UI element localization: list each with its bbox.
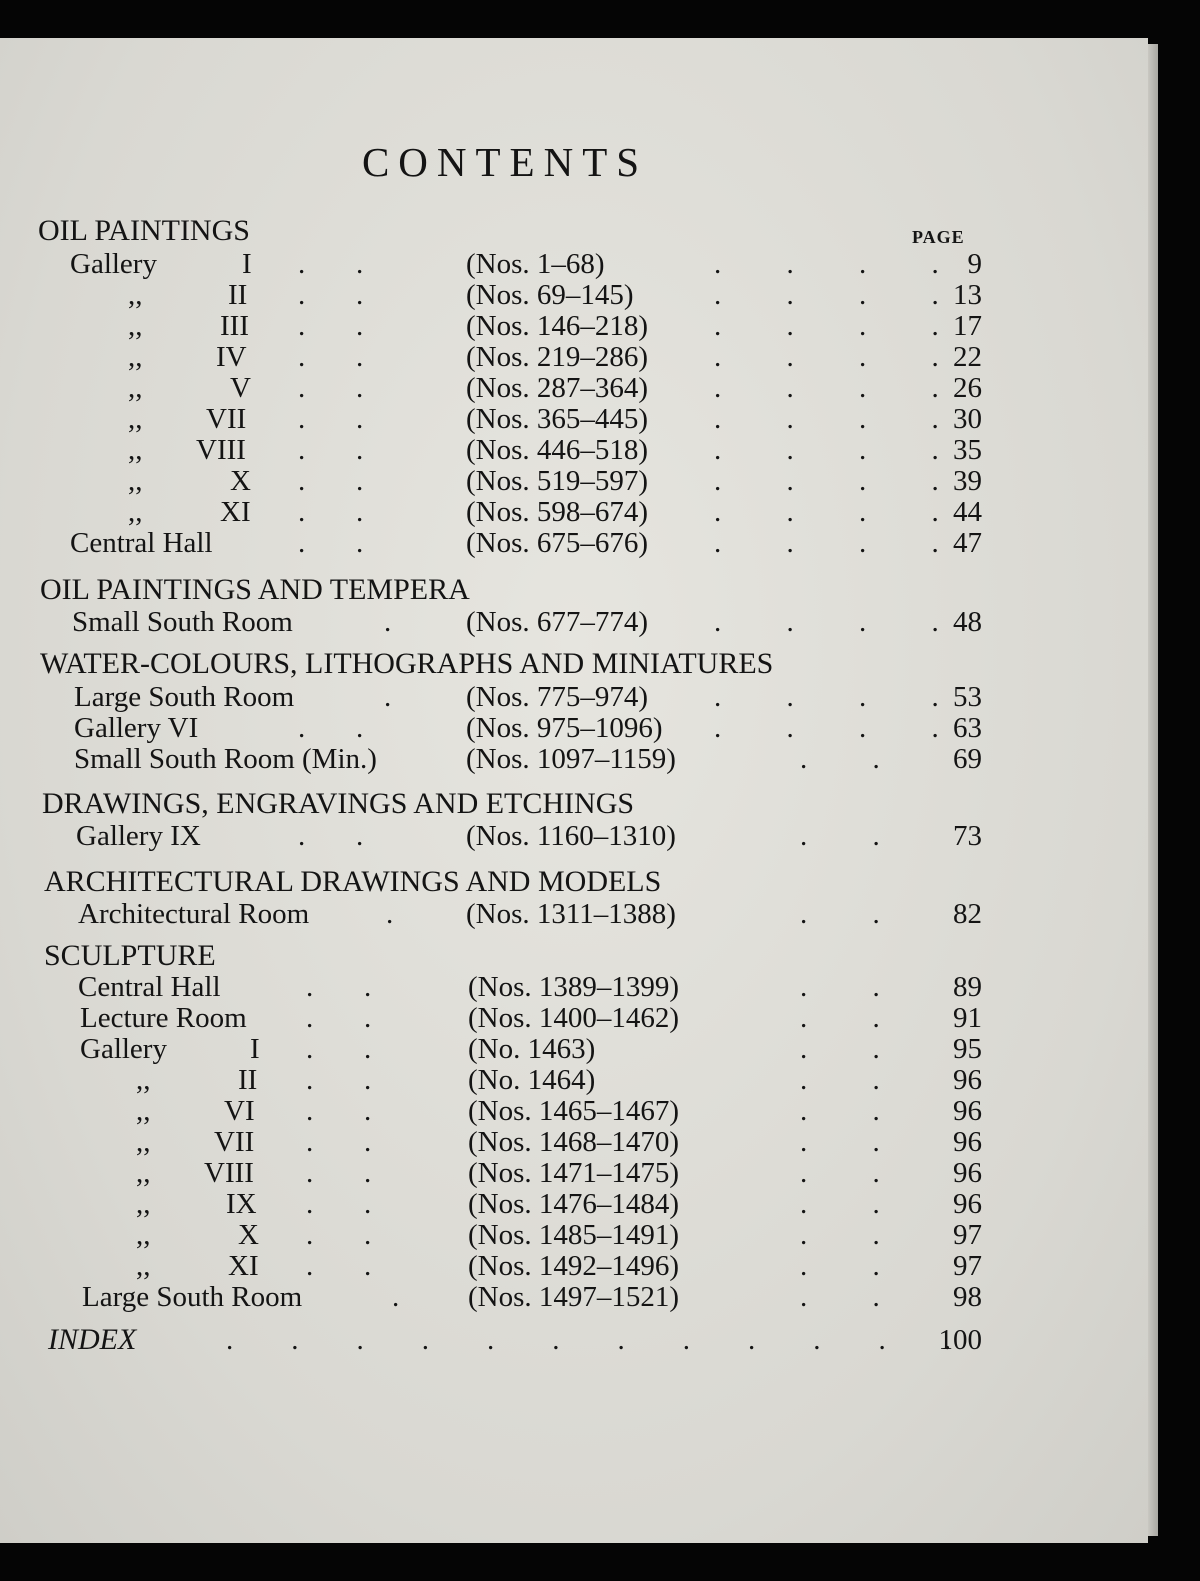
section-heading: DRAWINGS, ENGRAVINGS AND ETCHINGS — [42, 787, 635, 820]
page-number: 97 — [953, 1250, 982, 1282]
toc-row: ,, X . . (Nos. 1485–1491) . . 97 — [136, 1219, 982, 1251]
section-heading: OIL PAINTINGS — [38, 214, 250, 247]
catalogue-range: (Nos. 219–286) — [466, 341, 649, 373]
toc-row: ,, VII . . (Nos. 1468–1470) . . 96 — [136, 1126, 982, 1158]
room-label: Gallery — [70, 248, 157, 280]
gallery-number: VII — [206, 403, 247, 435]
room-label: Central Hall — [78, 971, 221, 1003]
room-label: Gallery VI — [74, 712, 199, 744]
ditto-mark: ,, — [128, 279, 143, 311]
catalogue-range: (Nos. 1311–1388) — [466, 898, 676, 930]
toc-row: Small South Room (Min.) (Nos. 1097–1159) . . 69 — [74, 743, 982, 775]
ditto-mark: ,, — [128, 341, 143, 373]
ditto-mark: ,, — [136, 1250, 151, 1282]
gallery-number: IX — [226, 1188, 257, 1220]
page-number: 17 — [953, 310, 982, 342]
gallery-number: VI — [224, 1095, 255, 1127]
catalogue-range: (Nos. 1389–1399) — [468, 971, 680, 1003]
page-number: 96 — [953, 1157, 982, 1189]
toc-row: Gallery I . . (No. 1463) . . 95 — [80, 1033, 982, 1065]
catalogue-range: (Nos. 1097–1159) — [466, 743, 676, 775]
ditto-mark: ,, — [128, 465, 143, 497]
page-edge — [1148, 44, 1158, 1536]
catalogue-range: (Nos. 1160–1310) — [466, 820, 676, 852]
toc-row: ,, II . . (No. 1464) . . 96 — [136, 1064, 982, 1096]
catalogue-range: (Nos. 1497–1521) — [468, 1281, 680, 1313]
page-number: 82 — [953, 898, 982, 930]
page-number: 9 — [967, 248, 982, 280]
ditto-mark: ,, — [136, 1157, 151, 1189]
catalogue-range: (Nos. 1485–1491) — [468, 1219, 680, 1251]
toc-row: ,, VIII . . (Nos. 1471–1475) . . 96 — [136, 1157, 982, 1189]
index-label: INDEX — [48, 1323, 137, 1356]
page-number: 91 — [953, 1002, 982, 1034]
ditto-mark: ,, — [128, 434, 143, 466]
gallery-number: X — [230, 465, 251, 497]
catalogue-range: (Nos. 775–974) — [466, 681, 649, 713]
page-number: 95 — [953, 1033, 982, 1065]
toc-row: ,, VI . . (Nos. 1465–1467) . . 96 — [136, 1095, 982, 1127]
page-number: 13 — [953, 279, 982, 311]
toc-row: ,, V . . (Nos. 287–364) . . . . 26 — [128, 372, 982, 404]
catalogue-range: (Nos. 365–445) — [466, 403, 649, 435]
index-row: INDEX . . . . . . . . . . . . 100 — [48, 1323, 982, 1356]
room-label: Lecture Room — [80, 1002, 247, 1034]
ditto-mark: ,, — [128, 403, 143, 435]
catalogue-range: (Nos. 287–364) — [466, 372, 649, 404]
toc-row: ,, III . . (Nos. 146–218) . . . . 17 — [128, 310, 982, 342]
catalogue-range: (Nos. 446–518) — [466, 434, 649, 466]
toc-row: ,, VIII . . (Nos. 446–518) . . . . 35 — [128, 434, 982, 466]
room-label: Small South Room — [72, 606, 293, 638]
section-heading: SCULPTURE — [44, 939, 216, 972]
gallery-number: XI — [228, 1250, 259, 1282]
room-label: Architectural Room — [78, 898, 310, 930]
page-number: 26 — [953, 372, 982, 404]
gallery-number: IV — [216, 341, 247, 373]
toc-row: ,, XI . . (Nos. 1492–1496) . . 97 — [136, 1250, 982, 1282]
catalogue-range: (Nos. 1471–1475) — [468, 1157, 680, 1189]
page-number: 89 — [953, 971, 982, 1003]
catalogue-range: (Nos. 975–1096) — [466, 712, 663, 744]
page-number: 63 — [953, 712, 982, 744]
toc-row: Gallery IX . . (Nos. 1160–1310) . . 73 — [76, 820, 982, 852]
page-number: 96 — [953, 1126, 982, 1158]
toc-row: Gallery I . . (Nos. 1–68) . . . . 9 — [70, 248, 982, 280]
room-label: Gallery IX — [76, 820, 201, 852]
toc-row: Architectural Room . (Nos. 1311–1388) . . 82 — [78, 898, 982, 930]
room-label: Central Hall — [70, 527, 213, 559]
catalogue-range: (Nos. 1400–1462) — [468, 1002, 680, 1034]
room-label: Small South Room (Min.) — [74, 743, 377, 775]
gallery-number: X — [238, 1219, 259, 1251]
section-heading: OIL PAINTINGS AND TEMPERA — [40, 573, 470, 606]
toc-row: ,, VII . . (Nos. 365–445) . . . . 30 — [128, 403, 982, 435]
catalogue-range: (Nos. 677–774) — [466, 606, 649, 638]
toc-row: Lecture Room . . (Nos. 1400–1462) . . 91 — [80, 1002, 982, 1034]
page-number: 39 — [953, 465, 982, 497]
toc-row: Central Hall . . (Nos. 1389–1399) . . 89 — [78, 971, 982, 1003]
section-heading: ARCHITECTURAL DRAWINGS AND MODELS — [44, 865, 662, 898]
ditto-mark: ,, — [136, 1095, 151, 1127]
catalogue-range: (Nos. 1–68) — [466, 248, 605, 280]
page-number: 69 — [953, 743, 982, 775]
gallery-number: XI — [220, 496, 251, 528]
gallery-number: VII — [214, 1126, 255, 1158]
toc-row: Large South Room . (Nos. 775–974) . . . . 53 — [74, 681, 982, 713]
page-number: 48 — [953, 606, 982, 638]
page-number: 96 — [953, 1064, 982, 1096]
gallery-number: III — [220, 310, 249, 342]
room-label: Large South Room — [82, 1281, 303, 1313]
gallery-number: II — [238, 1064, 258, 1096]
catalogue-range: (Nos. 598–674) — [466, 496, 649, 528]
catalogue-range: (Nos. 1468–1470) — [468, 1126, 680, 1158]
page-number: 44 — [953, 496, 982, 528]
toc-row: ,, X . . (Nos. 519–597) . . . . 39 — [128, 465, 982, 497]
page-number: 96 — [953, 1188, 982, 1220]
toc-row: ,, IX . . (Nos. 1476–1484) . . 96 — [136, 1188, 982, 1220]
catalogue-range: (Nos. 1465–1467) — [468, 1095, 680, 1127]
catalogue-range: (Nos. 519–597) — [466, 465, 649, 497]
ditto-mark: ,, — [128, 496, 143, 528]
page-number: 100 — [938, 1324, 982, 1356]
page-number: 53 — [953, 681, 982, 713]
page-number: 35 — [953, 434, 982, 466]
catalogue-range: (No. 1463) — [468, 1033, 596, 1065]
ditto-mark: ,, — [128, 372, 143, 404]
gallery-number: I — [250, 1033, 260, 1065]
page-number: 73 — [953, 820, 982, 852]
catalogue-range: (Nos. 146–218) — [466, 310, 649, 342]
toc-row: Central Hall . . (Nos. 675–676) . . . . 47 — [70, 527, 982, 559]
gallery-number: VIII — [204, 1157, 254, 1189]
gallery-number: II — [228, 279, 248, 311]
gallery-number: VIII — [196, 434, 246, 466]
toc-row: Small South Room . (Nos. 677–774) . . . . 48 — [72, 606, 982, 638]
room-label: Large South Room — [74, 681, 295, 713]
gallery-number: V — [230, 372, 251, 404]
page-title: CONTENTS — [361, 139, 649, 185]
toc-row: ,, IV . . (Nos. 219–286) . . . . 22 — [128, 341, 982, 373]
page-number: 98 — [953, 1281, 982, 1313]
ditto-mark: ,, — [136, 1188, 151, 1220]
page-number: 30 — [953, 403, 982, 435]
section-heading: WATER-COLOURS, LITHOGRAPHS AND MINIATURES — [40, 647, 774, 680]
ditto-mark: ,, — [136, 1126, 151, 1158]
room-label: Gallery — [80, 1033, 167, 1065]
gallery-number: I — [242, 248, 252, 280]
toc-row: ,, II . . (Nos. 69–145) . . . . 13 — [128, 279, 982, 311]
ditto-mark: ,, — [128, 310, 143, 342]
catalogue-range: (Nos. 69–145) — [466, 279, 634, 311]
toc-row: ,, XI . . (Nos. 598–674) . . . . 44 — [128, 496, 982, 528]
page-column-label: PAGE — [912, 227, 965, 247]
catalogue-range: (Nos. 675–676) — [466, 527, 649, 559]
ditto-mark: ,, — [136, 1219, 151, 1251]
toc-row: Gallery VI . . (Nos. 975–1096) . . . . 63 — [74, 712, 982, 744]
page-number: 96 — [953, 1095, 982, 1127]
ditto-mark: ,, — [136, 1064, 151, 1096]
page-number: 97 — [953, 1219, 982, 1251]
catalogue-range: (Nos. 1492–1496) — [468, 1250, 680, 1282]
page-number: 22 — [953, 341, 982, 373]
toc-row: Large South Room . (Nos. 1497–1521) . . 98 — [82, 1281, 982, 1313]
catalogue-range: (No. 1464) — [468, 1064, 596, 1096]
catalogue-range: (Nos. 1476–1484) — [468, 1188, 680, 1220]
page-number: 47 — [953, 527, 982, 559]
